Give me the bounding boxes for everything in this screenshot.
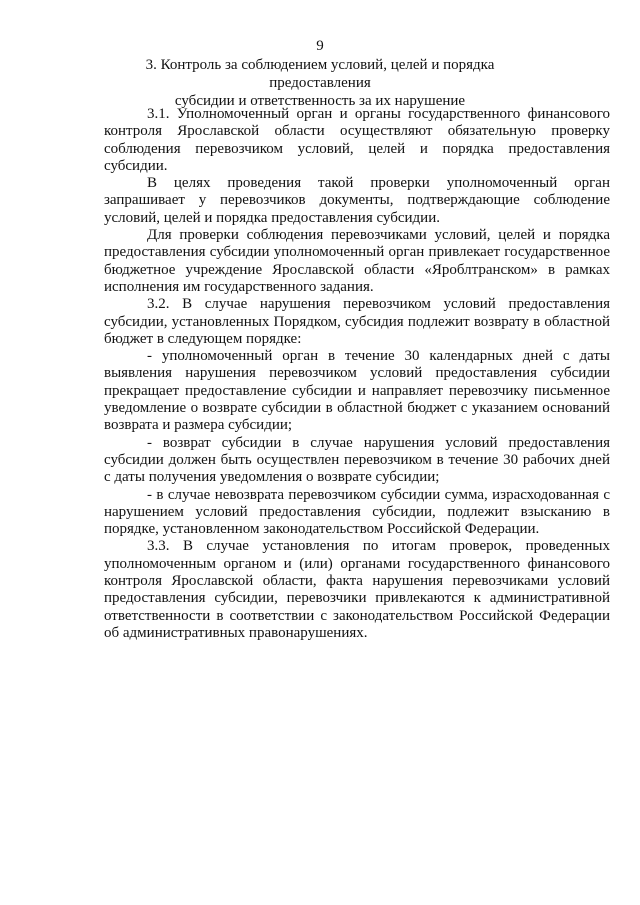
paragraph: 3.1. Уполномоченный орган и органы государственного финансового контроля Ярославской области осуществляют обязательную проверку соблюдения перевозчиком условий, целей и порядка предоставления субсидии. xyxy=(104,106,610,174)
section-title-line-1: 3. Контроль за соблюдением условий, целей и порядка предоставления xyxy=(145,57,495,91)
paragraph: 3.3. В случае установления по итогам проверок, проведенных уполномоченным органом и (или) органами государственного финансового контроля Ярославской области, факта нарушения перевозчиками условий предоставления субсидии, перевозчики привлекаются к административной ответственности в соответствии с законодательством Российской Федерации об административных правонарушениях. xyxy=(104,538,610,641)
list-item-paragraph: - в случае невозврата перевозчиком субсидии сумма, израсходованная с нарушением условий предоставления субсидии, подлежит взысканию в порядке, установленном законодательством Российской Федерации. xyxy=(104,486,610,538)
list-item-paragraph: - возврат субсидии в случае нарушения условий предоставления субсидии должен быть осуществлен перевозчиком в течение 30 рабочих дней с даты получения уведомления о возврате субсидии; xyxy=(104,434,610,486)
list-item-paragraph: - уполномоченный орган в течение 30 календарных дней с даты выявления нарушения перевозчиком условий предоставления субсидии прекращает предоставление субсидии и направляет перевозчику письменное уведомление о возврате субсидии в областной бюджет с указанием оснований возврата и размера субсидии; xyxy=(104,348,610,434)
paragraph: 3.2. В случае нарушения перевозчиком условий предоставления субсидии, установленных Порядком, субсидия подлежит возврату в областной бюджет в следующем порядке: xyxy=(104,296,610,347)
section-heading xyxy=(100,56,540,110)
section-title-line-2: субсидии и ответственность за их нарушение xyxy=(174,93,466,109)
paragraph: В целях проведения такой проверки уполномоченный орган запрашивает у перевозчиков документы, подтверждающие соблюдение условий, целей и порядка предоставления субсидии. xyxy=(104,175,610,226)
document-body xyxy=(104,106,610,642)
page-number: 9 xyxy=(316,38,324,54)
paragraph: Для проверки соблюдения перевозчиками условий, целей и порядка предоставления субсидии уполномоченный орган привлекает государственное бюджетное учреждение Ярославской области «Яроблтранском» в рамках исполнения им государственного задания. xyxy=(104,227,610,295)
